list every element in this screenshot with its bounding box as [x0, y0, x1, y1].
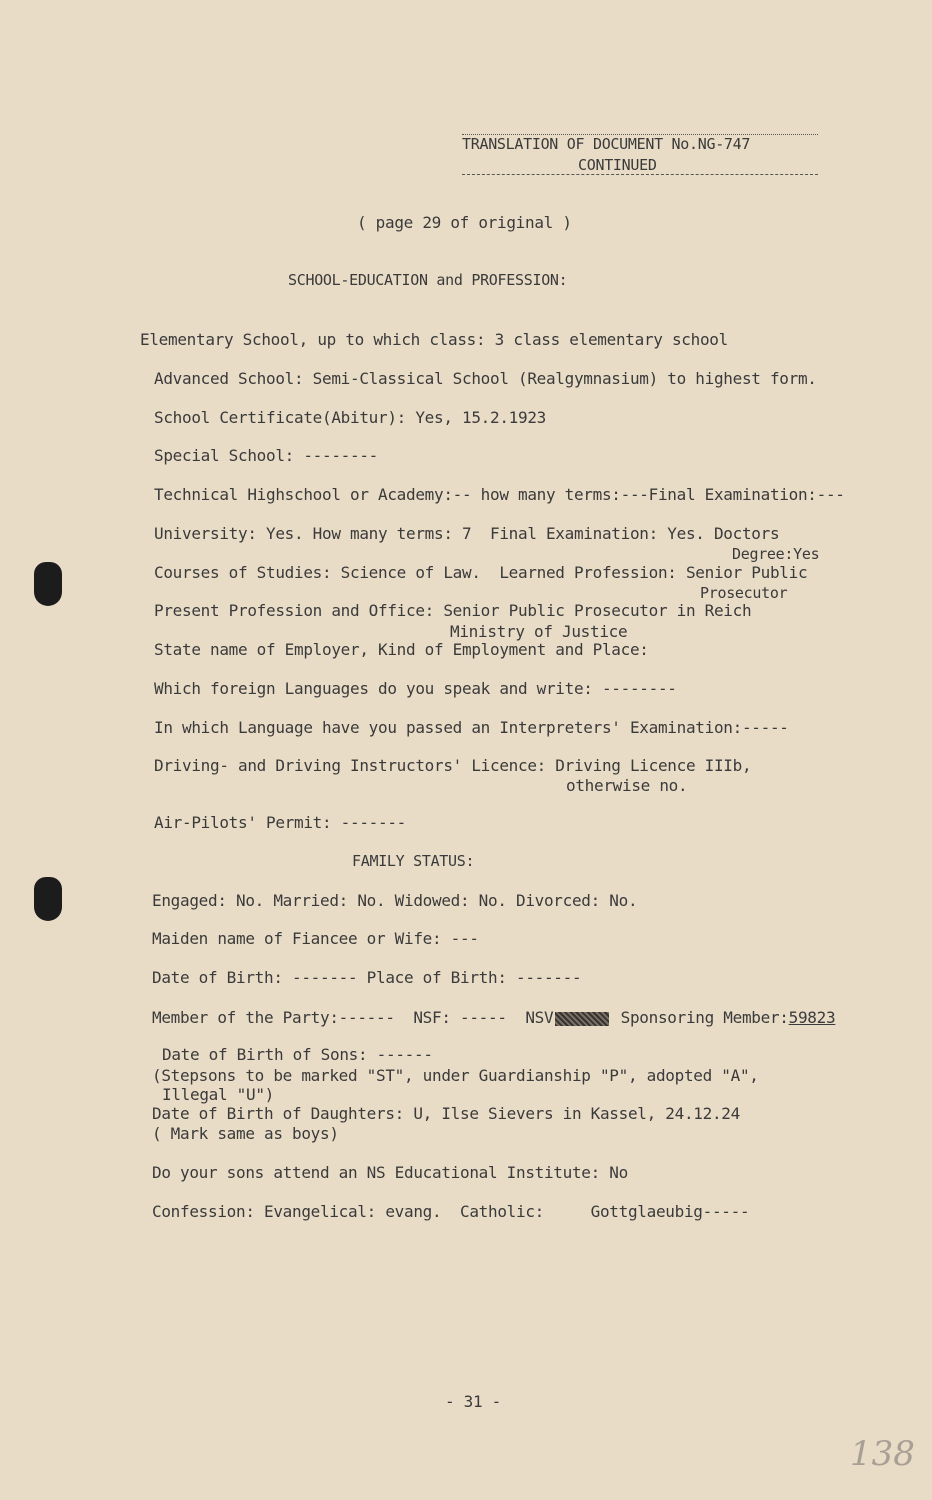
sponsoring-number: 59823 [788, 1008, 836, 1027]
punch-hole-top [34, 562, 62, 606]
page-number: - 31 - [445, 1392, 501, 1411]
punch-hole-bottom [34, 877, 62, 921]
header-top-rule [462, 134, 818, 135]
present-profession-ministry: Ministry of Justice [450, 622, 628, 641]
sponsoring-text: Sponsoring Member: [611, 1008, 789, 1027]
daughters-note: ( Mark same as boys) [152, 1124, 339, 1143]
driving-licence-note: otherwise no. [566, 776, 688, 795]
university-degree: Degree:Yes [732, 545, 820, 563]
courses-profession: Prosecutor [700, 584, 788, 602]
languages-field: Which foreign Languages do you speak and write: -------- [154, 679, 677, 698]
stepsons-note-2: Illegal "U") [162, 1085, 274, 1104]
advanced-school-field: Advanced School: Semi-Classical School (Realgymnasium) to highest form. [154, 369, 817, 388]
header-continued: CONTINUED [578, 156, 657, 174]
maiden-name-field: Maiden name of Fiancee or Wife: --- [152, 929, 479, 948]
present-profession-field: Present Profession and Office: Senior Public Prosecutor in Reich [154, 601, 752, 620]
party-membership-field [152, 1008, 835, 1027]
redacted-mark [555, 1012, 609, 1026]
party-text: Member of the Party:------ NSF: ----- NSV [152, 1008, 554, 1027]
school-certificate-field: School Certificate(Abitur): Yes, 15.2.1923 [154, 408, 546, 427]
stepsons-note: (Stepsons to be marked "ST", under Guardianship "P", adopted "A", [152, 1066, 759, 1085]
courses-field: Courses of Studies: Science of Law. Learned Profession: Senior Public [154, 563, 808, 582]
family-status-title: FAMILY STATUS: [352, 852, 475, 870]
employer-field: State name of Employer, Kind of Employment and Place: [154, 640, 649, 659]
special-school-field: Special School: -------- [154, 446, 378, 465]
elementary-school-field: Elementary School, up to which class: 3 class elementary school [140, 330, 728, 349]
driving-licence-field: Driving- and Driving Instructors' Licence: Driving Licence IIIb, [154, 756, 752, 775]
header-bottom-rule [462, 174, 818, 175]
handwritten-number: 138 [850, 1434, 915, 1474]
technical-highschool-field: Technical Highschool or Academy:-- how many terms:---Final Examination:--- [154, 485, 845, 504]
university-field: University: Yes. How many terms: 7 Final Examination: Yes. Doctors [154, 524, 780, 543]
sons-birth-field: Date of Birth of Sons: ------ [162, 1045, 433, 1064]
daughters-birth-field: Date of Birth of Daughters: U, Ilse Sievers in Kassel, 24.12.24 [152, 1104, 740, 1123]
confession-field: Confession: Evangelical: evang. Catholic: Gottglaeubig----- [152, 1202, 750, 1221]
interpreter-field: In which Language have you passed an Interpreters' Examination:----- [154, 718, 789, 737]
page-reference: ( page 29 of original ) [357, 213, 572, 232]
header-title: TRANSLATION OF DOCUMENT No.NG-747 [462, 135, 751, 153]
marital-status-field: Engaged: No. Married: No. Widowed: No. Divorced: No. [152, 891, 638, 910]
section-title: SCHOOL-EDUCATION and PROFESSION: [288, 271, 568, 289]
air-pilot-field: Air-Pilots' Permit: ------- [154, 813, 406, 832]
birth-field: Date of Birth: ------- Place of Birth: ------- [152, 968, 582, 987]
ns-institute-field: Do your sons attend an NS Educational Institute: No [152, 1163, 628, 1182]
